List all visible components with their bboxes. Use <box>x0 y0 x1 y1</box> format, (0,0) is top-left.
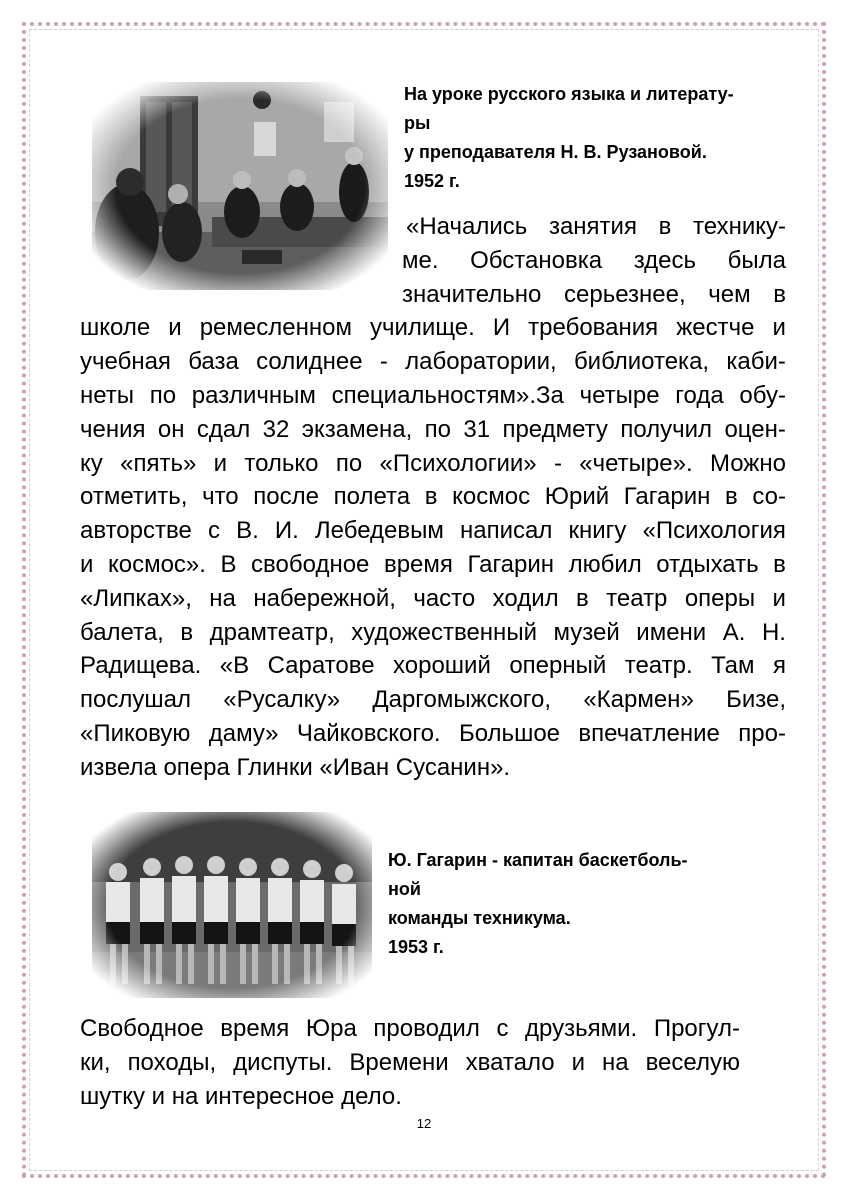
word: авторстве <box>80 517 192 545</box>
word: Большое <box>458 719 561 747</box>
word: Бизе, <box>726 686 786 714</box>
text-line <box>80 649 786 683</box>
word: в <box>658 213 672 240</box>
text-line <box>80 413 786 447</box>
word: впечатление <box>578 719 720 747</box>
word: база <box>188 348 239 376</box>
word: И <box>492 314 511 342</box>
word: и <box>213 449 228 477</box>
basketball-team-photo <box>92 812 372 998</box>
word: различным <box>191 381 316 409</box>
word: часто <box>413 584 476 612</box>
word: в <box>773 550 786 578</box>
word: походы, <box>127 1048 217 1076</box>
word: по <box>424 415 451 443</box>
word: про- <box>738 719 786 747</box>
word: экзамена, <box>301 415 413 443</box>
text-line <box>80 717 786 751</box>
word: на <box>601 1048 629 1076</box>
caption-line: ры <box>404 113 431 133</box>
word: В <box>220 550 237 578</box>
word: учебная <box>80 348 171 376</box>
word: Лебедевым <box>314 517 444 545</box>
word: и <box>571 1048 585 1076</box>
word: в <box>576 584 589 612</box>
text-line: шутку и на интересное дело. <box>80 1082 402 1110</box>
word: Гагарин <box>623 483 711 511</box>
word: оперы <box>684 584 756 612</box>
word: ку <box>80 449 103 477</box>
word: Там <box>711 652 755 680</box>
word: А. <box>722 618 746 646</box>
text-line <box>80 548 786 582</box>
word: после <box>253 483 319 511</box>
word: Чайковского. <box>296 719 441 747</box>
text-line <box>80 683 786 717</box>
text-line <box>80 345 786 379</box>
word: «Психологии» <box>379 449 537 477</box>
word: и <box>772 314 786 342</box>
word: набережной, <box>253 584 396 612</box>
word: хороший <box>393 652 491 680</box>
caption-line: ной <box>388 879 421 899</box>
word: написал <box>460 517 553 545</box>
word: «В <box>219 652 250 680</box>
word: Можно <box>709 449 786 477</box>
word: театр <box>606 584 668 612</box>
text-line <box>402 244 786 278</box>
word: «Психология <box>642 517 786 545</box>
word: Обстановка <box>470 246 603 274</box>
word: Радищева. <box>80 652 202 680</box>
word: сдал <box>196 415 251 443</box>
word: - <box>379 348 388 376</box>
word: даму» <box>208 719 279 747</box>
text-line <box>80 447 786 481</box>
word: Саратове <box>267 652 375 680</box>
word: «Начались <box>406 213 528 240</box>
word: - <box>553 449 562 477</box>
text-line <box>80 514 786 548</box>
word: чем <box>708 280 751 308</box>
word: с <box>207 517 220 545</box>
text-line <box>80 311 786 345</box>
word: 32 <box>262 415 290 443</box>
word: он <box>157 415 185 443</box>
word: получил <box>620 415 713 443</box>
text-line <box>80 1012 740 1046</box>
word: любил <box>568 550 642 578</box>
word: в <box>725 483 738 511</box>
word: обу- <box>739 381 786 409</box>
text-line <box>402 278 786 312</box>
caption-line: у преподавателя Н. В. Рузановой. <box>404 142 707 162</box>
word: только <box>244 449 319 477</box>
word: театр. <box>624 652 693 680</box>
word: Времени <box>349 1048 449 1076</box>
word: «пять» <box>120 449 197 477</box>
text-line <box>80 616 786 650</box>
word: занятия <box>548 213 637 240</box>
paragraph-2 <box>80 1012 740 1113</box>
word: художественный <box>351 618 537 646</box>
word: требования <box>528 314 659 342</box>
word: со- <box>752 483 786 511</box>
word: школе <box>80 314 151 342</box>
word: в <box>424 483 438 511</box>
caption-line: команды техникума. <box>388 908 571 928</box>
word: здесь <box>633 246 697 274</box>
word: И. <box>274 517 299 545</box>
word: солиднее <box>256 348 363 376</box>
word: ходил <box>492 584 559 612</box>
word: «Кармен» <box>583 686 694 714</box>
word: каби- <box>726 348 786 376</box>
word: В. <box>236 517 259 545</box>
word: ки, <box>80 1048 111 1076</box>
word: Гагарин <box>467 550 555 578</box>
word: Прогул- <box>653 1015 740 1042</box>
text-line <box>80 1046 740 1080</box>
word: по <box>335 449 363 477</box>
caption-line: На уроке русского языка и литерату- <box>404 84 734 104</box>
word: ремесленном <box>199 314 352 342</box>
word: ме. <box>402 246 439 274</box>
word: я <box>772 652 786 680</box>
word: оперный <box>509 652 607 680</box>
word: чения <box>80 415 146 443</box>
word: Даргомыжского, <box>372 686 552 714</box>
paragraph-1 <box>80 210 786 785</box>
word: была <box>727 246 786 274</box>
photo2-caption <box>388 846 688 962</box>
text-line <box>80 379 786 413</box>
word: время <box>383 550 453 578</box>
word: отметить, <box>80 483 188 511</box>
word: с <box>496 1015 509 1042</box>
word: года <box>675 381 724 409</box>
word: «четыре». <box>579 449 693 477</box>
caption-line: 1952 г. <box>404 171 460 191</box>
word: значительно <box>402 280 542 308</box>
word: «Липках», <box>80 584 192 612</box>
word: по <box>149 381 177 409</box>
word: жестче <box>676 314 755 342</box>
word: и <box>168 314 182 342</box>
word: космос». <box>107 550 206 578</box>
word: технику- <box>693 213 786 240</box>
word: библиотека, <box>573 348 710 376</box>
word: послушал <box>80 686 191 714</box>
word: имени <box>636 618 707 646</box>
word: 31 <box>463 415 491 443</box>
word: веселую <box>645 1048 740 1076</box>
word: свободное <box>251 550 370 578</box>
word: друзьями. <box>525 1015 638 1042</box>
word: четыре <box>579 381 660 409</box>
photo1-caption <box>404 80 734 196</box>
word: Юрий <box>544 483 610 511</box>
word: в <box>773 280 786 308</box>
word: «Русалку» <box>223 686 341 714</box>
word: отдыхать <box>656 550 759 578</box>
word: полета <box>333 483 411 511</box>
word: лаборатории, <box>405 348 557 376</box>
word: «Пиковую <box>80 719 191 747</box>
word: и <box>80 550 94 578</box>
caption-line: Ю. Гагарин - капитан баскетболь- <box>388 850 688 870</box>
word: что <box>202 483 239 511</box>
page-number: 12 <box>416 1116 432 1131</box>
word: время <box>220 1015 290 1042</box>
text-line: извела опера Глинки «Иван Сусанин». <box>80 753 511 781</box>
word: оцен- <box>724 415 786 443</box>
word: специальностям».За <box>331 381 564 409</box>
word: и <box>772 584 786 612</box>
word: Свободное <box>80 1015 204 1042</box>
word: книгу <box>568 517 627 545</box>
word: космос <box>452 483 531 511</box>
word: серьезнее, <box>564 280 686 308</box>
word: в <box>180 618 194 646</box>
text-line <box>80 582 786 616</box>
word: диспуты. <box>233 1048 333 1076</box>
word: балета, <box>80 618 164 646</box>
text-line <box>80 480 786 514</box>
word: неты <box>80 381 135 409</box>
caption-line: 1953 г. <box>388 937 444 957</box>
word: училище. <box>370 314 475 342</box>
text-line <box>402 210 786 244</box>
word: на <box>209 584 236 612</box>
word: Н. <box>761 618 786 646</box>
word: проводил <box>373 1015 480 1042</box>
word: музей <box>553 618 620 646</box>
word: драмтеатр, <box>209 618 335 646</box>
word: хватало <box>465 1048 555 1076</box>
word: Юра <box>305 1015 357 1042</box>
word: предмету <box>502 415 608 443</box>
